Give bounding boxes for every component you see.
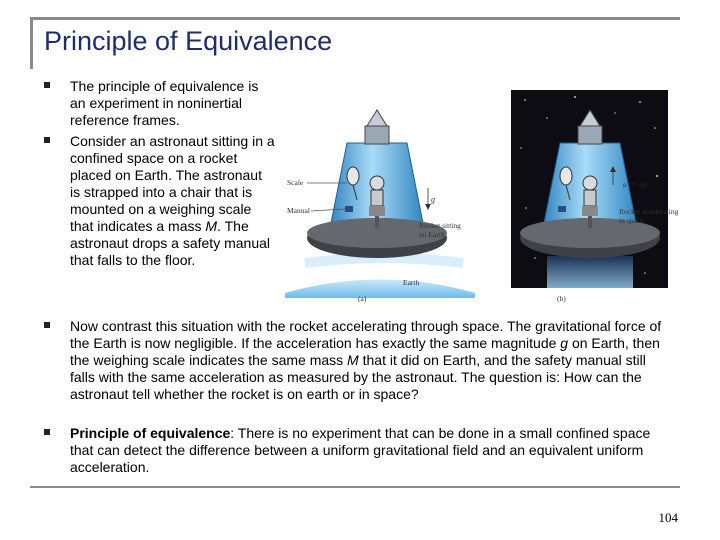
bullet-square-icon [44, 82, 50, 88]
bullet-square-icon [44, 429, 50, 435]
label-scale: Scale [287, 178, 304, 187]
label-panel-b: (b) [557, 294, 566, 303]
label-rocket-space-1: Rocket accelerating [619, 207, 679, 216]
bullet-text-2: Consider an astronaut sitting in a confined space on a rocket placed on Earth. The astronaut is strapped into a chair that is mounted on a weighing scale that indicates a mass M. The astronaut drops a safety manual that falls to the floor. [70, 133, 275, 268]
label-rocket-earth-2: on Earth [419, 230, 445, 239]
bullet-text-3: Now contrast this situation with the rocket accelerating through space. The gravitational force of the Earth is now negligible. If the acceleration has exactly the same magnitude g on Earth, then the weighing scale indicates the same mass M that it did on Earth, and the safety manual still falls with the same acceleration as measured by the astronaut. The question is: How can the astronaut tell whether the rocket is on earth or in space? [70, 318, 662, 402]
label-rocket-space-2: in space [619, 216, 644, 225]
bullet-text-4: Principle of equivalence: There is no experiment that can be done in a small confined space that can detect the difference between a uniform gravitational field and an equivalent uniform acceleration. [70, 425, 651, 475]
bullet-text-1: The principle of equivalence is an experiment in noninertial reference frames. [70, 78, 259, 128]
label-manual: Manual [287, 206, 310, 215]
page-number: 104 [658, 510, 678, 525]
bullet-square-icon [44, 137, 50, 143]
label-panel-a: (a) [358, 294, 367, 303]
bullet-square-icon [44, 322, 50, 328]
slide-title: Principle of Equivalence [44, 26, 333, 56]
label-rocket-earth-1: Rocket sitting [419, 221, 461, 230]
label-earth: Earth [403, 278, 420, 287]
frame-left-rule [30, 17, 33, 69]
rocket-figure [285, 88, 693, 308]
frame-bottom-rule [30, 486, 680, 488]
label-g-arrow: g [431, 195, 435, 204]
frame-top-rule [30, 17, 680, 20]
earth-surface [285, 280, 475, 299]
label-acceleration: a (= -g) [623, 180, 647, 189]
